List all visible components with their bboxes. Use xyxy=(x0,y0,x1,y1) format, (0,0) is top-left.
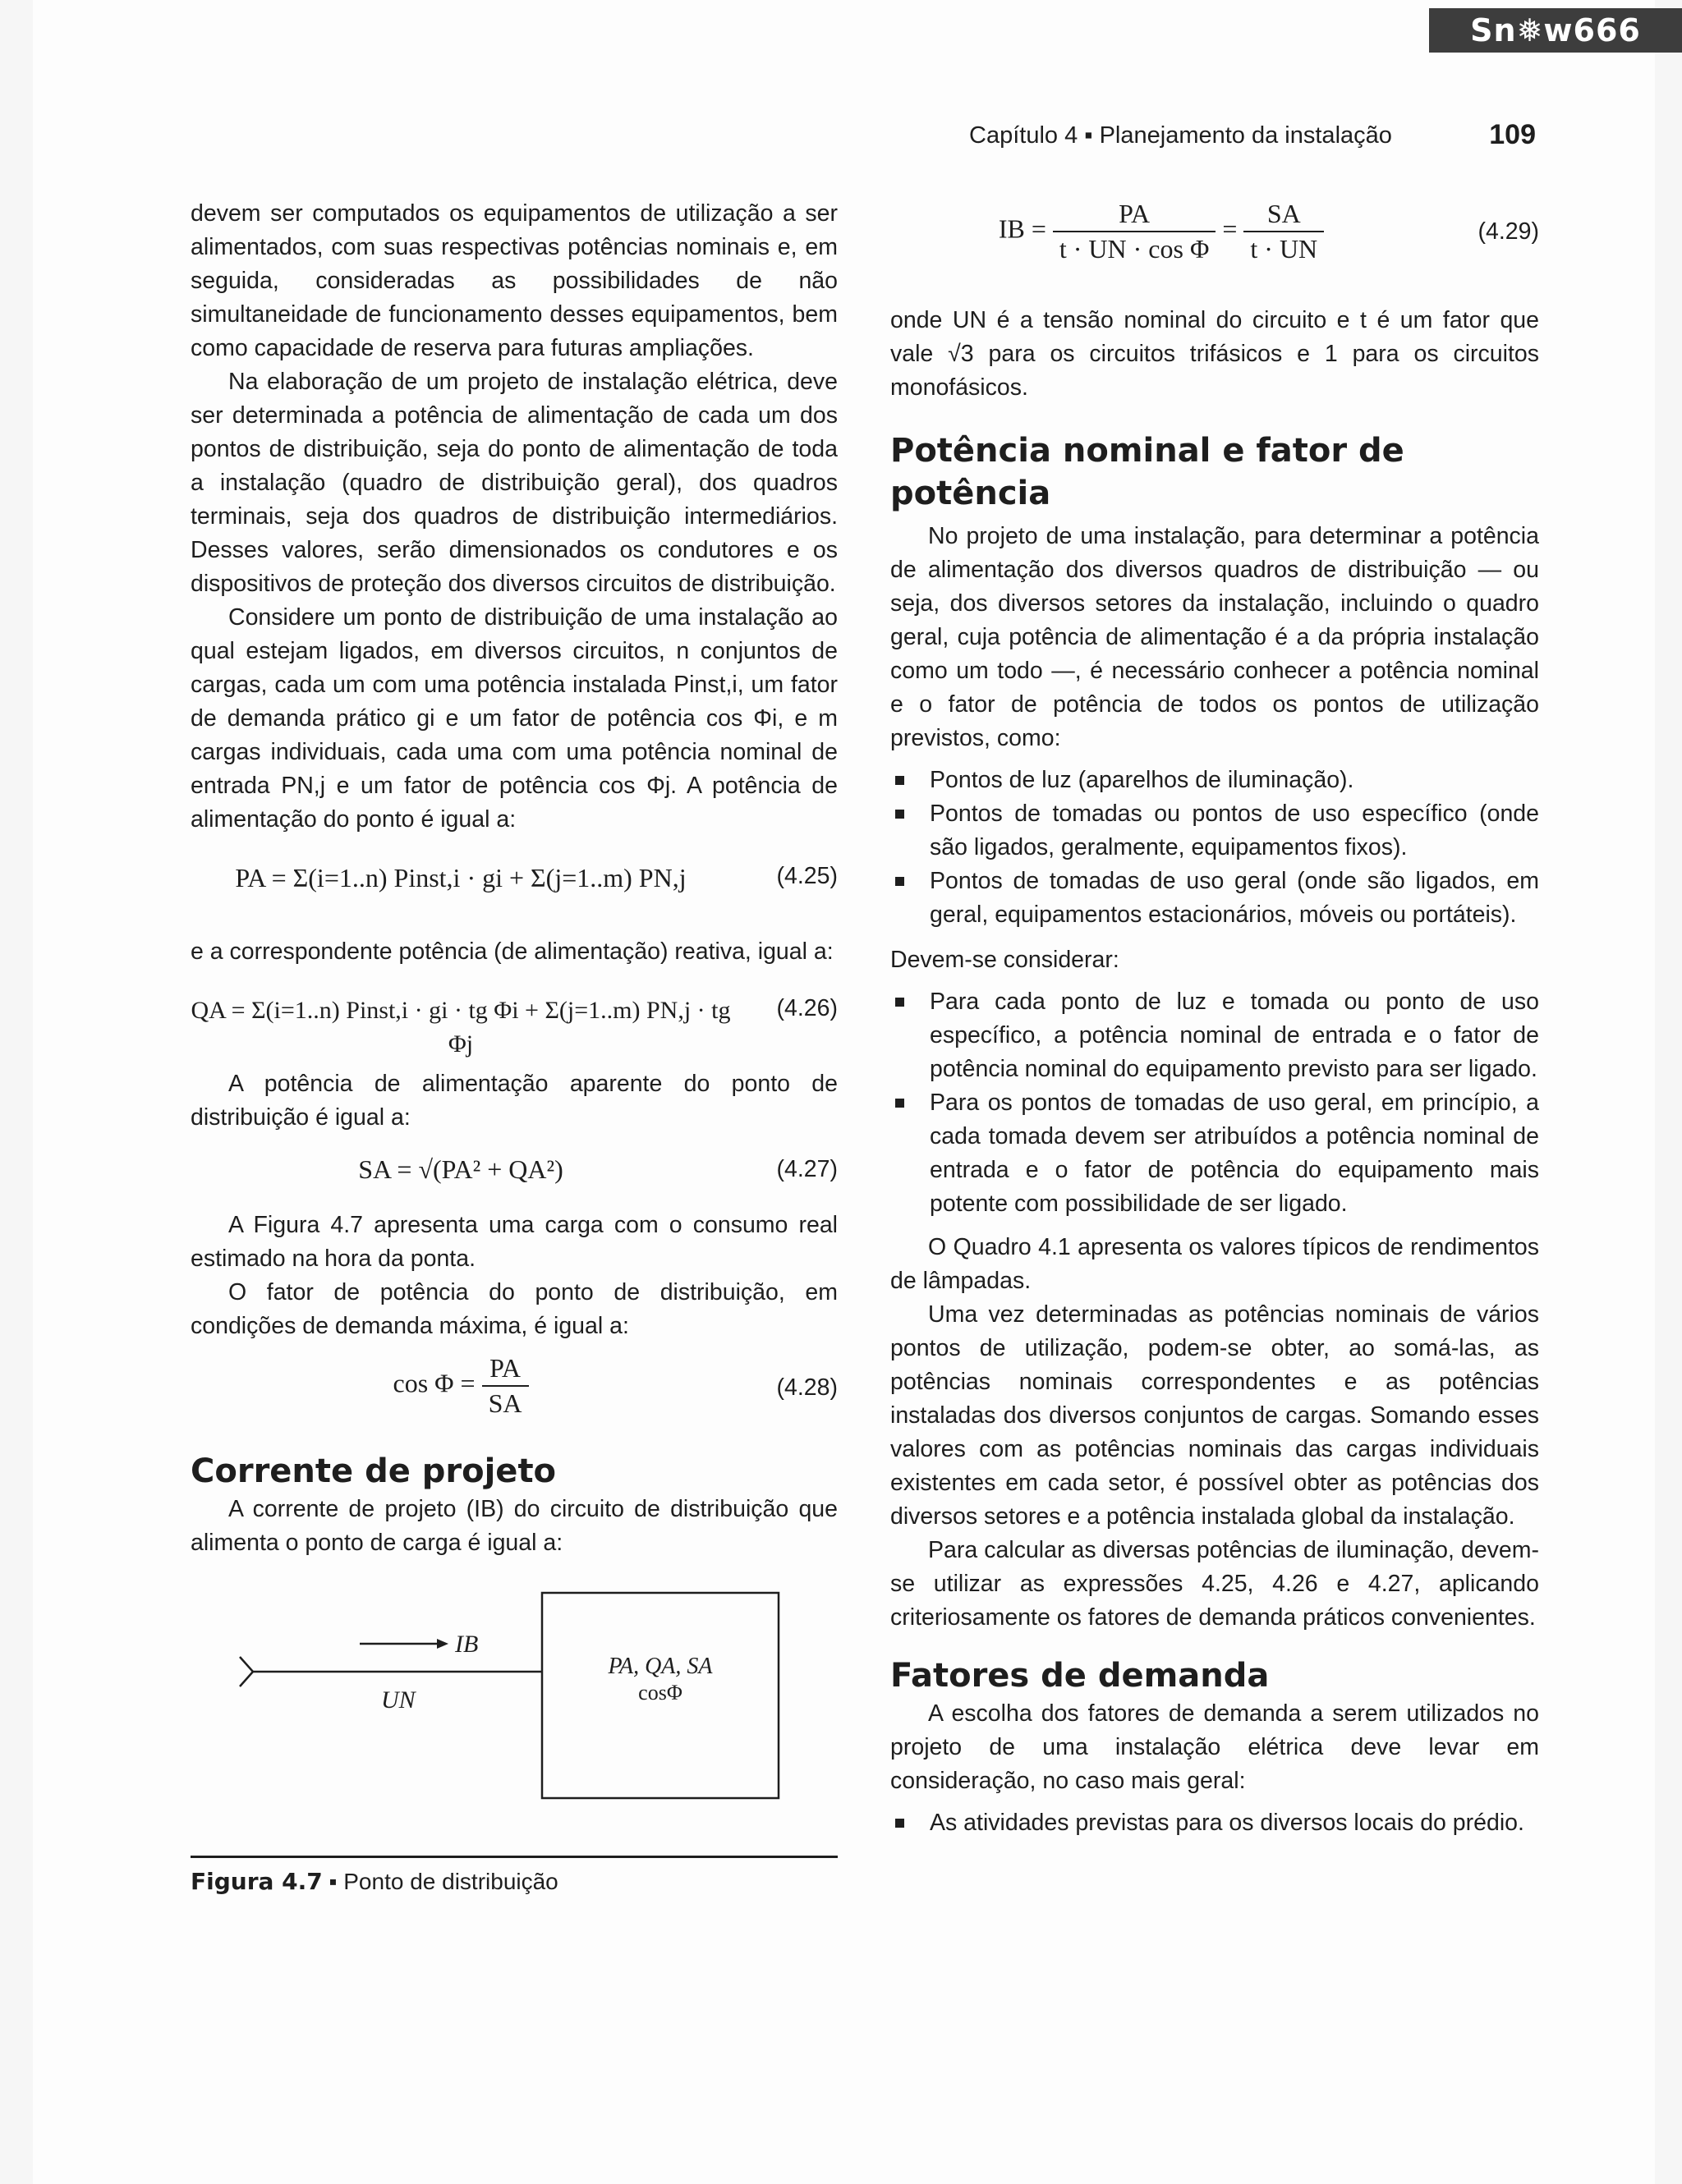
paragraph: onde UN é a tensão nominal do circuito e t é um fator que vale √3 para os circuitos trifásicos e 1 para os circuitos monofásicos. xyxy=(890,307,1539,401)
paragraph: Devem-se considerar: xyxy=(890,947,1119,973)
equation-number: (4.28) xyxy=(776,1374,838,1401)
paragraph: A corrente de projeto (IB) do circuito de distribuição que alimenta o ponto de carga é igual a: xyxy=(191,1496,838,1556)
equation-number: (4.29) xyxy=(1477,218,1539,245)
chapter-title: Capítulo 4 ▪ Planejamento da instalação xyxy=(969,122,1392,149)
equation-4-29: IB = $\frac{PA}{\text{t · UN · cos Φ}}$ = $\frac{SA}{t \cdot UN}$ (4.29) xyxy=(890,197,1539,304)
right-column xyxy=(890,197,1539,1840)
load-box-powers: PA, QA, SA xyxy=(608,1654,713,1679)
bullet-list xyxy=(890,985,1539,1221)
paragraph: O Quadro 4.1 apresenta os valores típicos de rendimentos de lâmpadas. xyxy=(890,1234,1539,1294)
paragraph: No projeto de uma instalação, para determinar a potência de alimentação dos diversos quadros de distribuição — ou seja, dos diversos setores da instalação, incluindo o quadro geral, cuja potência de alimentação é a da própria instalação como um todo —, é necessário conhecer a potência nominal e o fator de potência de todos os pontos de utilização previstos, como: xyxy=(890,523,1539,751)
left-column xyxy=(191,197,838,1898)
fraction xyxy=(1243,197,1324,266)
paragraph: O fator de potência do ponto de distribuição, em condições de demanda máxima, é igual a: xyxy=(191,1279,838,1339)
paragraph: A potência de alimentação aparente do ponto de distribuição é igual a: xyxy=(191,1071,838,1131)
paragraph: Uma vez determinadas as potências nominais de vários pontos de utilização, podem-se obter, ao somá-las, as potências nominais correspondentes e as potências instaladas dos diversos conjuntos de cargas. Somando esses valores com as potências nominais das cargas individuais existentes em cada setor, é possível obter as potências dos diversos setores e a potência instalada global da instalação. xyxy=(890,1301,1539,1530)
list-item: Pontos de tomadas de uso geral (onde são ligados, em geral, equipamentos estacionários, móveis ou portáteis). xyxy=(890,865,1539,932)
equation-lhs: IB = xyxy=(998,213,1046,244)
paragraph: e a correspondente potência (de alimentação) reativa, igual a: xyxy=(191,938,834,965)
bullet-list xyxy=(890,764,1539,932)
distribution-point-diagram xyxy=(191,1585,838,1847)
equation-4-25 xyxy=(191,837,838,935)
watermark: Sn❅w666 xyxy=(1429,8,1682,53)
paragraph: A escolha dos fatores de demanda a serem utilizados no projeto de uma instalação elétrica deve levar em consideração, no caso mais geral: xyxy=(890,1700,1539,1794)
section-heading: Fatores de demanda xyxy=(890,1657,1270,1695)
section-heading: Corrente de projeto xyxy=(191,1452,557,1490)
bullet-list xyxy=(890,1806,1539,1840)
equation-lhs: cos Φ = xyxy=(393,1368,476,1398)
denominator: t · UN · cos Φ xyxy=(1059,234,1210,264)
equation-number: (4.26) xyxy=(776,995,838,1021)
paragraph: Considere um ponto de distribuição de uma instalação ao qual estejam ligados, em diversos circuitos, n conjuntos de cargas, cada um com uma potência instalada Pinst,i, um fator de demanda prático gi e um fator de potência cos Φi, e m cargas individuais, cada uma com uma potência nominal de entrada PN,j e um fator de potência cos Φj. A potência de alimentação do ponto é igual a: xyxy=(191,604,838,833)
figure-caption xyxy=(191,1856,838,1898)
current-label: IB xyxy=(455,1631,479,1658)
input-arrowhead xyxy=(240,1657,253,1686)
numerator: PA xyxy=(482,1351,529,1387)
load-box-power-factor: cosΦ xyxy=(638,1681,682,1705)
voltage-label: UN xyxy=(381,1686,416,1714)
equation-body: SA = √(PA² + QA²) xyxy=(358,1154,563,1184)
figure-4-7 xyxy=(191,1585,838,1847)
list-item: As atividades previstas para os diversos locais do prédio. xyxy=(890,1806,1539,1840)
paragraph: Para calcular as diversas potências de iluminação, devem-se utilizar as expressões 4.25, 4.26 e 4.27, aplicando criteriosamente os fatores de demanda práticos convenientes. xyxy=(890,1537,1539,1631)
figure-caption-text: ▪ Ponto de distribuição xyxy=(322,1869,558,1894)
equation-number: (4.27) xyxy=(776,1156,838,1182)
fraction xyxy=(1053,197,1216,266)
equation-number: (4.25) xyxy=(776,863,838,889)
page-number: 109 xyxy=(1489,119,1536,150)
paragraph: devem ser computados os equipamentos de utilização a ser alimentados, com suas respectivas potências nominais e, em seguida, consideradas as possibilidades de não simultaneidade de funcionamento desses equipamentos, bem como capacidade de reserva para futuras ampliações. xyxy=(191,200,838,361)
section-heading: Potência nominal e fator de potência xyxy=(890,432,1404,512)
figure-label: Figura 4.7 xyxy=(191,1868,323,1895)
denominator: SA xyxy=(488,1388,522,1418)
equation-4-26 xyxy=(191,969,838,1067)
equation-body: QA = Σ(i=1..n) Pinst,i · gi · tg Φi + Σ(j=1..m) PN,j · tg Φj xyxy=(191,997,731,1058)
equation-body: PA = Σ(i=1..n) Pinst,i · gi + Σ(j=1..m) PN,j xyxy=(235,863,687,892)
fraction xyxy=(482,1351,529,1420)
numerator: SA xyxy=(1243,197,1324,232)
equation-4-28 xyxy=(191,1343,838,1442)
current-arrowhead xyxy=(437,1639,448,1649)
denominator: t · UN xyxy=(1250,234,1318,264)
paragraph: Na elaboração de um projeto de instalação elétrica, deve ser determinada a potência de alimentação de cada um dos pontos de distribuição, seja do ponto de alimentação de toda a instalação (quadro de distribuição geral), dos quadros terminais, seja dos quadros de distribuição intermediários. Desses valores, serão dimensionados os condutores e os dispositivos de proteção dos diversos circuitos de distribuição. xyxy=(191,369,838,597)
list-item: Pontos de luz (aparelhos de iluminação). xyxy=(890,764,1539,797)
paragraph: A Figura 4.7 apresenta uma carga com o consumo real estimado na hora da ponta. xyxy=(191,1212,838,1272)
numerator: PA xyxy=(1053,197,1216,232)
list-item: Pontos de tomadas ou pontos de uso específico (onde são ligados, geralmente, equipamentos fixos). xyxy=(890,797,1539,865)
list-item: Para os pontos de tomadas de uso geral, em princípio, a cada tomada devem ser atribuídos a potência nominal de entrada e o fator de potência do equipamento mais potente com possibilidade de ser ligado. xyxy=(890,1086,1539,1221)
list-item: Para cada ponto de luz e tomada ou ponto de uso específico, a potência nominal de entrada e o fator de potência nominal do equipamento previsto para ser ligado. xyxy=(890,985,1539,1086)
equation-4-27 xyxy=(191,1135,838,1209)
